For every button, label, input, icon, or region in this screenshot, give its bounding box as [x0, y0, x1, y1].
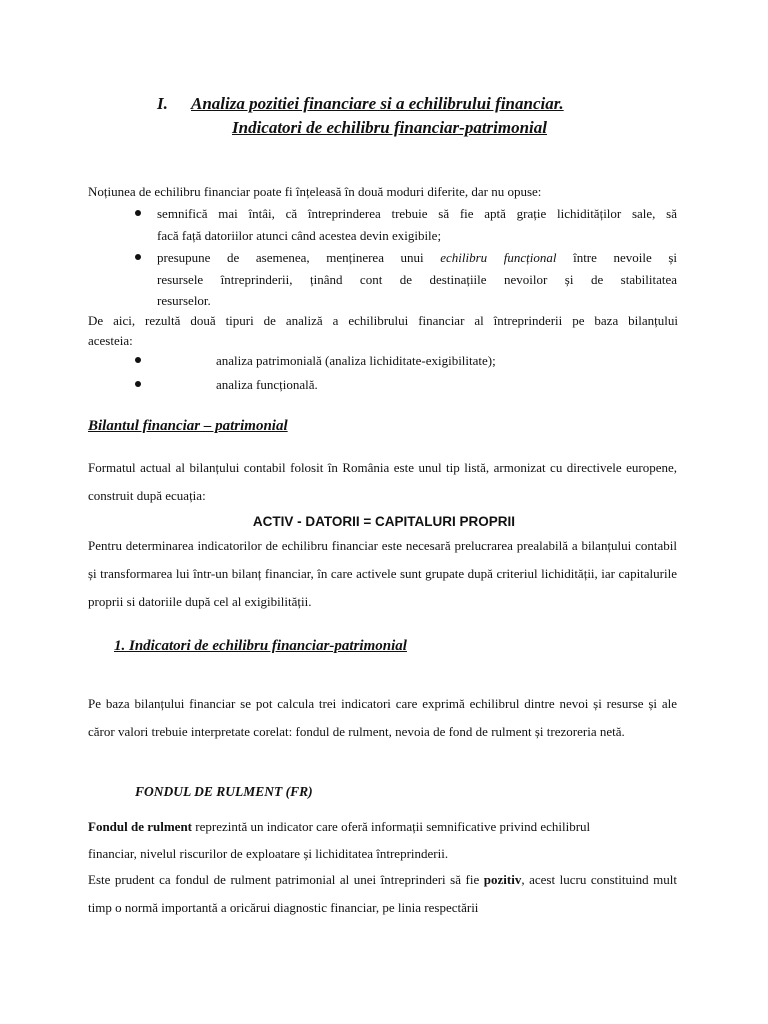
document-title-line2: Indicatori de echilibru financiar-patrimonial [232, 118, 548, 137]
bilant-paragraph-2: Pentru determinarea indicatorilor de echilibru financiar este necesară prelucrarea prealabilă a bilanțului contabil și transformarea lui într-un bilanț financiar, în care activele sunt grupate după criteriul lichidității, iar capitalurile proprii si datoriile după cel al exigibilității. [88, 538, 677, 609]
bullet-a1-line2: facă față datoriilor atunci când acestea devin exigibile; [157, 228, 442, 243]
bilant-paragraph-1: Formatul actual al bilanțului contabil folosit în România este unul tip listă, armonizat cu directivele europene, construit după ecuația: [88, 460, 677, 503]
analysis-intro-line1: De aici, rezultă două tipuri de analiză a echilibrului financiar al întreprinderii pe baza bilanțului [88, 313, 678, 328]
fr-definition-rest: reprezintă un indicator care oferă informații semnificative privind echilibrul [192, 819, 591, 834]
bullet-a2-line3: resurselor. [157, 293, 211, 308]
section-heading-fr: FONDUL DE RULMENT (FR) [135, 784, 313, 799]
title-number: I. [157, 94, 168, 113]
bullet-a2-post: între nevoile și [556, 250, 678, 265]
bullet-b1: analiza patrimonială (analiza lichiditate-exigibilitate); [216, 353, 496, 368]
bullet-a2-line2: resursele întreprinderii, ținând cont de destinațiile nevoilor și de stabilitatea [157, 272, 677, 287]
title-line1-text: Analiza pozitiei financiare si a echilibrului financiar. [191, 94, 564, 113]
fr-prudence-paragraph [88, 866, 677, 922]
fr-definition-line2: financiar, nivelul riscurilor de exploatare și lichiditatea întreprinderii. [88, 846, 449, 861]
bullet-a1-line1: semnifică mai întâi, că întreprinderea trebuie să fie aptă grație lichidităților sale, să [157, 206, 677, 221]
fr-prudence-pre: Este prudent ca fondul de rulment patrimonial al unei întreprinderi să fie [88, 872, 484, 887]
section-heading-indicatori: 1. Indicatori de echilibru financiar-patrimonial [114, 638, 407, 654]
bullet-icon [135, 357, 141, 363]
bullet-icon [135, 254, 141, 260]
document-title-line1 [157, 94, 564, 114]
analysis-intro-line2: acesteia: [88, 333, 133, 348]
bullet-a2-pre: presupune de asemenea, menținerea unui [157, 250, 441, 265]
indicatori-paragraph: Pe baza bilanțului financiar se pot calcula trei indicatori care exprimă echilibrul dintre nevoi și resurse și ale căror valori trebuie interpretate corelat: fondul de rulment, nevoia de fond de rulment și trezoreria netă. [88, 696, 677, 739]
fr-term: Fondul de rulment [88, 819, 193, 834]
fr-definition-line1 [88, 818, 590, 835]
bullet-icon [135, 210, 141, 216]
bullet-a2-line1 [157, 249, 677, 266]
balance-equation: ACTIV - DATORII = CAPITALURI PROPRII [252, 514, 516, 529]
bullet-a2-emphasis: echilibru funcțional [440, 250, 557, 265]
fr-prudence-bold: pozitiv [483, 872, 522, 887]
section-heading-bilant: Bilantul financiar – patrimonial [88, 418, 288, 434]
bullet-icon [135, 381, 141, 387]
intro-paragraph: Noțiunea de echilibru financiar poate fi înțeleasă în două moduri diferite, dar nu opuse: [88, 184, 542, 199]
bullet-b2: analiza funcțională. [216, 377, 318, 392]
fr-prudence-post: , acest lucru constituind mult timp o normă importantă a oricărui diagnostic financiar, pe linia respectării [88, 872, 677, 915]
